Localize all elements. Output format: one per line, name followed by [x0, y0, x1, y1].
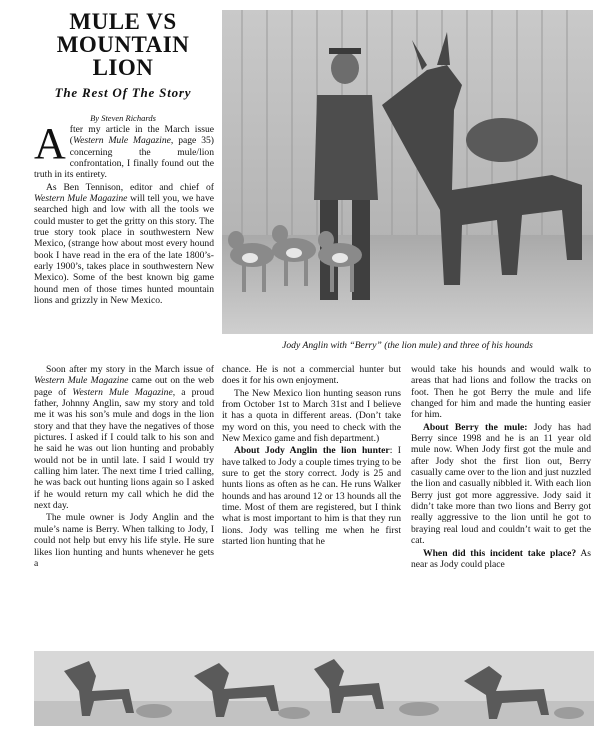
- paragraph: [34, 364, 214, 511]
- text-run: came out on the web page of: [34, 375, 214, 398]
- text-run: As near as Jody could place: [411, 547, 592, 570]
- title-line-2: MOUNTAIN: [56, 32, 190, 57]
- paragraph: chance. He is not a commercial hunter but does it for his own enjoyment.: [222, 364, 401, 387]
- photo-strip: [34, 651, 594, 726]
- title-line-1: MULE VS: [69, 9, 177, 34]
- magazine-name: Western Mule Magazine: [72, 386, 173, 398]
- column-3: [222, 364, 401, 548]
- magazine-name: Western Mule Magazine: [72, 135, 171, 147]
- text-run: Soon after my story in the March issue of: [46, 364, 214, 375]
- text-run: As Ben Tennison, editor and chief of: [46, 181, 214, 193]
- paragraph: [222, 445, 401, 547]
- photo-strip-illustration: [34, 651, 594, 726]
- lead-photo: [222, 10, 593, 334]
- title-line-3: LION: [92, 55, 154, 80]
- column-4: [411, 364, 591, 570]
- paragraph: The mule owner is Jody Anglin and the mule’s name is Berry. When talking to Jody, I could not help but envy his life style. He sure likes lion hunting and hunts whenever he gets a: [34, 512, 214, 569]
- text-run: will tell you, we have searched high and low with all the tools we could muster to get the gritty on this story. The true story took place in southwestern New Mexico, (strange how about most every hound book I have read in the era of the late 1800’s- early 1900’s, takes place in southwestern New Mexico). Some of the best known big game hound men of those times hunted mountain lions and grizzly in New Mexico.: [34, 193, 215, 307]
- drop-cap: A: [34, 119, 66, 168]
- paragraph: [34, 182, 214, 307]
- section-heading: About Jody Anglin the lion hunter: [234, 445, 390, 457]
- text-run: , page 35) concerning the mule/lion confrontation, I finally found out the truth in its entirety.: [34, 135, 214, 181]
- text-run: fter my article in the March issue (: [69, 124, 214, 147]
- column-2: [34, 364, 214, 569]
- article-header: [30, 10, 216, 123]
- lead-photo-illustration: [222, 10, 593, 334]
- paragraph: [411, 422, 591, 547]
- column-1: [34, 119, 215, 307]
- section-heading: When did this incident take place?: [423, 547, 577, 559]
- magazine-name: Western Mule Magazine: [34, 193, 128, 205]
- text-run: : I have talked to Jody a couple times trying to be sure to get the story correct. Jody is 25 and hunts lions as often as he can. He runs Walker hounds and has around 12 or 13 hounds all the time. Most of them are registered, but I think what is most important to him is that they run lions. Jody was telling me when he first started lion hunting that he: [222, 445, 401, 548]
- photo-caption: Jody Anglin with “Berry” (the lion mule) and three of his hounds: [282, 340, 533, 351]
- article-subtitle: The Rest Of The Story: [54, 85, 192, 100]
- section-heading: About Berry the mule:: [423, 421, 528, 433]
- text-run: Jody has had Berry since 1998 and he is an 11 year old mule now. When Jody first got the mule and after Jody shot the first lion out, Berry casually came over to the lion and just nuzzled the lion and casually nibbled it. With each lion Berry just got more aggressive. Jody said it didn’t take more than two lions and Berry got really aggressive to the lion until he got to braying real loud and couldn’t wait to get the cat.: [411, 421, 591, 547]
- paragraph: [34, 119, 214, 181]
- paragraph: [411, 548, 591, 571]
- text-run: , a proud father, Johnny Anglin, saw my story and told me it was his son’s mule and dogs in the lion story and that they have the negatives of those pictures. I asked if I could talk to his son and he said he was out lion hunting and probably would not be in until late. I said I would try calling him later. The next time I tried calling, he was back out hunting lions again so I asked if he would return my call which he did the next day.: [34, 386, 215, 512]
- magazine-name: Western Mule Magazine: [34, 375, 129, 387]
- byline: By Steven Richards: [90, 113, 156, 123]
- paragraph: would take his hounds and would walk to areas that had lions and follow the tracks on foot. Then he got Berry the mule and life changed for him and made the hunting easier for him.: [411, 364, 591, 421]
- paragraph: The New Mexico lion hunting season runs from October 1st to March 31st and I believe it has a quota in different areas. (Don’t take my word on this, you need to check with the New Mexico game and fish department.): [222, 387, 401, 445]
